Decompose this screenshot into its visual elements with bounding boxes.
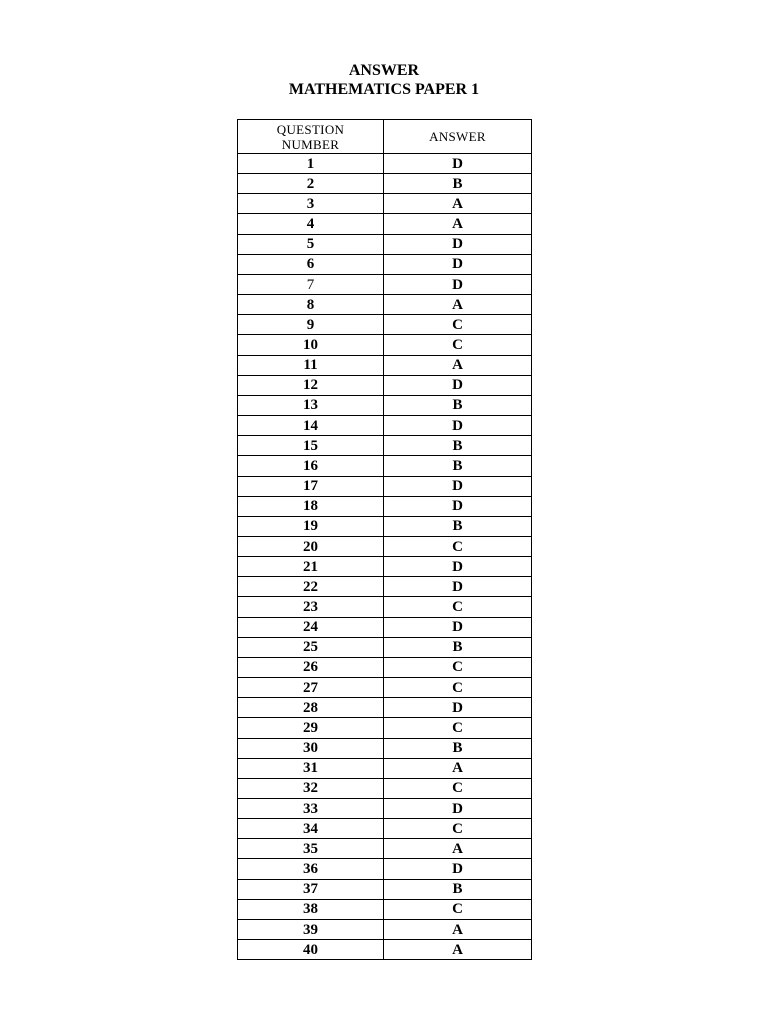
answer-cell: B — [384, 395, 532, 415]
question-number-cell: 33 — [238, 799, 384, 819]
table-row — [238, 919, 532, 939]
table-row — [238, 254, 532, 274]
answer-cell: D — [384, 698, 532, 718]
question-number-cell: 4 — [238, 214, 384, 234]
question-number-cell: 22 — [238, 577, 384, 597]
question-number-cell: 36 — [238, 859, 384, 879]
answer-cell: C — [384, 597, 532, 617]
answer-cell: B — [384, 436, 532, 456]
question-number-cell: 17 — [238, 476, 384, 496]
answer-cell: C — [384, 678, 532, 698]
question-number-cell: 13 — [238, 395, 384, 415]
answer-cell: C — [384, 778, 532, 798]
question-number-cell: 23 — [238, 597, 384, 617]
table-row — [238, 194, 532, 214]
answer-cell: B — [384, 879, 532, 899]
question-number-cell: 3 — [238, 194, 384, 214]
answer-cell: D — [384, 154, 532, 174]
question-number-cell: 27 — [238, 678, 384, 698]
answer-cell: C — [384, 819, 532, 839]
table-row — [238, 234, 532, 254]
table-row — [238, 577, 532, 597]
answer-cell: D — [384, 799, 532, 819]
question-number-cell: 37 — [238, 879, 384, 899]
answer-cell: B — [384, 738, 532, 758]
answer-cell: D — [384, 375, 532, 395]
answer-rows — [238, 154, 532, 960]
table-row — [238, 879, 532, 899]
table-row — [238, 516, 532, 536]
question-number-cell: 32 — [238, 778, 384, 798]
question-number-cell: 25 — [238, 637, 384, 657]
question-number-cell: 14 — [238, 416, 384, 436]
table-row — [238, 799, 532, 819]
answer-cell: D — [384, 496, 532, 516]
question-number-cell: 10 — [238, 335, 384, 355]
table-row — [238, 395, 532, 415]
table-row — [238, 214, 532, 234]
table-row — [238, 456, 532, 476]
table-row — [238, 758, 532, 778]
table-row — [238, 718, 532, 738]
table-row — [238, 859, 532, 879]
question-number-cell: 26 — [238, 657, 384, 677]
table-row — [238, 617, 532, 637]
table-row — [238, 819, 532, 839]
question-number-cell: 7 — [238, 274, 384, 294]
question-number-cell: 39 — [238, 919, 384, 939]
table-row — [238, 154, 532, 174]
answer-cell: D — [384, 416, 532, 436]
question-number-cell: 28 — [238, 698, 384, 718]
answer-cell: C — [384, 335, 532, 355]
answer-cell: D — [384, 617, 532, 637]
question-number-cell: 34 — [238, 819, 384, 839]
answer-cell: C — [384, 536, 532, 556]
table-row — [238, 738, 532, 758]
question-number-header — [238, 120, 384, 154]
answer-cell: D — [384, 859, 532, 879]
table-row — [238, 657, 532, 677]
table-row — [238, 416, 532, 436]
table-row — [238, 698, 532, 718]
table-row — [238, 597, 532, 617]
question-number-cell: 30 — [238, 738, 384, 758]
question-number-cell: 35 — [238, 839, 384, 859]
table-header-row — [238, 120, 532, 154]
answer-cell: A — [384, 295, 532, 315]
question-number-cell: 18 — [238, 496, 384, 516]
answer-cell: B — [384, 637, 532, 657]
answer-cell: B — [384, 456, 532, 476]
question-number-cell: 15 — [238, 436, 384, 456]
table-row — [238, 274, 532, 294]
answer-cell: D — [384, 577, 532, 597]
question-number-cell: 19 — [238, 516, 384, 536]
question-number-cell: 2 — [238, 174, 384, 194]
question-number-cell: 20 — [238, 536, 384, 556]
title-line-subject: MATHEMATICS PAPER 1 — [288, 81, 480, 98]
answer-cell: A — [384, 758, 532, 778]
answer-cell: D — [384, 274, 532, 294]
question-number-cell: 12 — [238, 375, 384, 395]
question-number-cell: 9 — [238, 315, 384, 335]
answer-cell: D — [384, 254, 532, 274]
question-number-cell: 40 — [238, 940, 384, 960]
table-row — [238, 899, 532, 919]
question-number-cell: 11 — [238, 355, 384, 375]
table-row — [238, 778, 532, 798]
answer-cell: D — [384, 557, 532, 577]
answer-cell: A — [384, 194, 532, 214]
document-title — [0, 61, 768, 99]
table-row — [238, 678, 532, 698]
answer-cell: D — [384, 234, 532, 254]
question-number-cell: 8 — [238, 295, 384, 315]
answer-cell: C — [384, 718, 532, 738]
answer-cell: A — [384, 839, 532, 859]
answer-cell: A — [384, 919, 532, 939]
answer-cell: A — [384, 214, 532, 234]
table-row — [238, 839, 532, 859]
question-number-cell: 21 — [238, 557, 384, 577]
answer-key-table — [237, 119, 532, 960]
table-row — [238, 355, 532, 375]
table-row — [238, 335, 532, 355]
question-header-line2: NUMBER — [281, 136, 340, 152]
question-number-cell: 38 — [238, 899, 384, 919]
answer-cell: B — [384, 516, 532, 536]
question-number-cell: 24 — [238, 617, 384, 637]
answer-cell: A — [384, 355, 532, 375]
answer-cell: D — [384, 476, 532, 496]
question-number-cell: 6 — [238, 254, 384, 274]
answer-header: ANSWER — [384, 120, 532, 154]
question-number-cell: 16 — [238, 456, 384, 476]
answer-cell: C — [384, 899, 532, 919]
answer-cell: A — [384, 940, 532, 960]
question-number-cell: 29 — [238, 718, 384, 738]
table-row — [238, 496, 532, 516]
table-row — [238, 174, 532, 194]
table-row — [238, 637, 532, 657]
table-row — [238, 476, 532, 496]
question-number-cell: 5 — [238, 234, 384, 254]
table-row — [238, 375, 532, 395]
table-row — [238, 295, 532, 315]
table-row — [238, 536, 532, 556]
title-line-answer: ANSWER — [348, 62, 420, 79]
question-number-cell: 1 — [238, 154, 384, 174]
answer-cell: C — [384, 315, 532, 335]
table-row — [238, 436, 532, 456]
table-row — [238, 940, 532, 960]
table-row — [238, 557, 532, 577]
question-number-cell: 31 — [238, 758, 384, 778]
question-header-line1: QUESTION — [276, 121, 345, 137]
answer-cell: C — [384, 657, 532, 677]
table-row — [238, 315, 532, 335]
answer-cell: B — [384, 174, 532, 194]
